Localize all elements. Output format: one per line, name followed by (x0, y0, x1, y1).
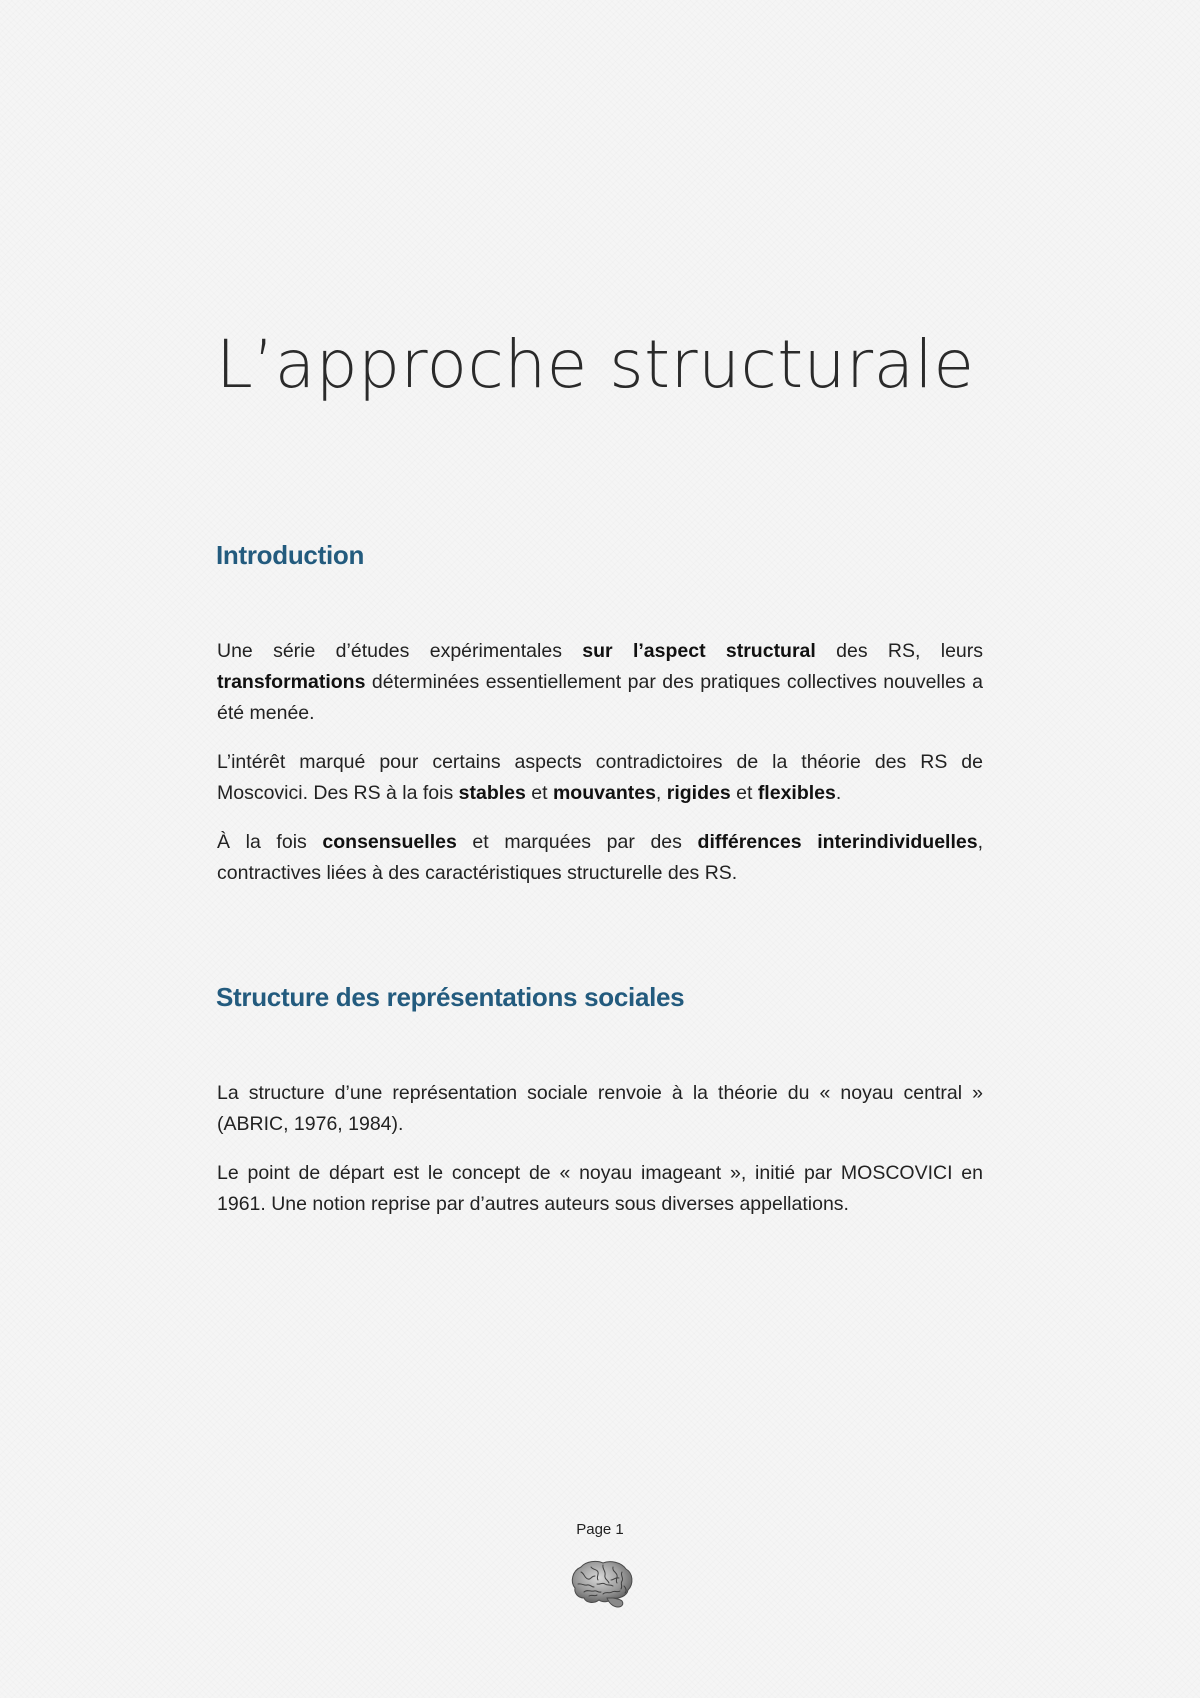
text-run: et marquées par des (456, 831, 698, 853)
page-number: Page 1 (576, 1521, 624, 1538)
bold-text: différences interindividuelles (697, 831, 978, 853)
text-run: Le point de départ est le concept de « noyau imageant », initié par MOSCOVICI en 1961. Une notion reprise par d’autres auteurs sous diverses appellations. (217, 1162, 983, 1215)
text-run: et (730, 782, 758, 804)
paragraph (217, 636, 983, 729)
section-heading-introduction: Introduction (216, 540, 365, 570)
paragraph (217, 827, 983, 889)
structure-body (217, 1078, 983, 1238)
paragraph (217, 747, 983, 809)
paragraph (217, 1158, 983, 1220)
text-run: des RS, leurs (815, 640, 983, 662)
bold-text: stables (458, 782, 526, 804)
text-run: , (655, 782, 667, 804)
bold-text: sur l’aspect structural (582, 640, 816, 662)
text-run: L’intérêt marqué pour certains aspects contradictoires de la théorie des RS de Moscovici. Des RS à la fois (217, 751, 983, 804)
section-heading-structure: Structure des représentations sociales (216, 982, 685, 1012)
text-run: Une série d’études expérimentales (217, 640, 583, 662)
bold-text: rigides (666, 782, 731, 804)
bold-text: mouvantes (552, 782, 656, 804)
document-title: L’approche structurale (216, 326, 975, 403)
bold-text: transformations (217, 671, 366, 693)
text-run: À la fois (217, 831, 323, 853)
introduction-body (217, 636, 983, 907)
brain-icon (567, 1558, 635, 1610)
bold-text: consensuelles (322, 831, 457, 853)
bold-text: flexibles (757, 782, 836, 804)
text-run: déterminées essentiellement par des pratiques collectives nouvelles a été menée. (217, 671, 983, 724)
paragraph (217, 1078, 983, 1140)
text-run: et (525, 782, 553, 804)
text-run: La structure d’une représentation sociale renvoie à la théorie du « noyau central » (ABRIC, 1976, 1984). (217, 1082, 983, 1135)
text-run: . (835, 782, 842, 804)
text-run: , contractives liées à des caractéristiques structurelle des RS. (217, 831, 983, 884)
